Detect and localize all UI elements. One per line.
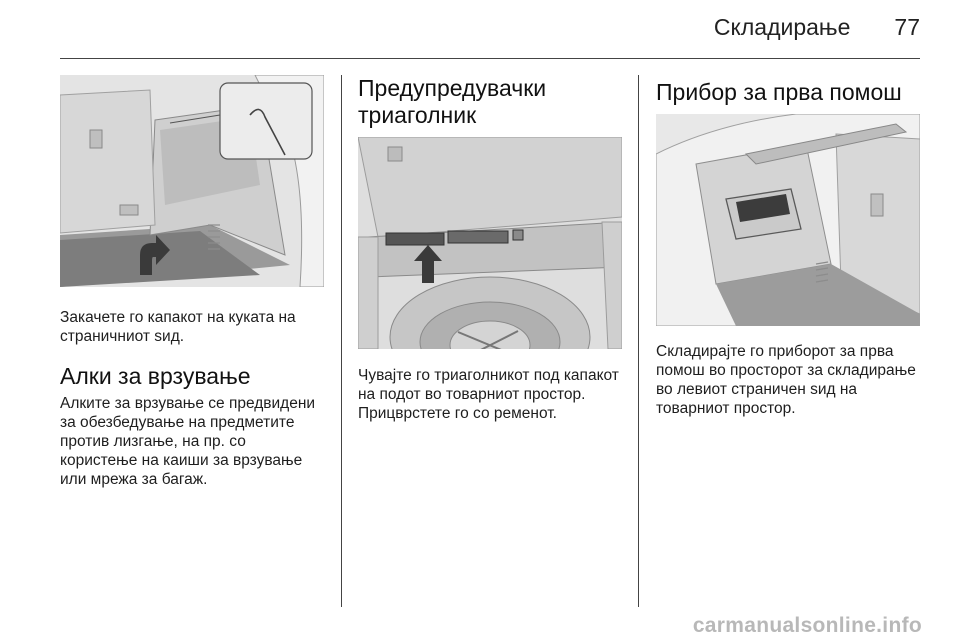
column-3 — [656, 75, 922, 418]
page-number: 77 — [894, 14, 920, 40]
first-aid-kit-compartment-illustration — [656, 114, 920, 326]
section-title-tie-down-rings: Алки за врзување — [60, 363, 251, 389]
column-2 — [358, 75, 624, 423]
figure-warning-triangle — [358, 137, 622, 349]
figure-first-aid-kit — [656, 114, 920, 326]
header-rule — [60, 58, 920, 59]
section-body-tie-down-rings: Алките за врзување се предвидени за обезбедување на предметите против лизгање, на пр. со користење на каиши за врзување или мрежа за багаж. — [60, 395, 316, 488]
section-title-warning-triangle — [358, 75, 624, 129]
column-divider-2 — [638, 75, 639, 607]
section-body-first-aid-kit: Складирајте го приборот за прва помош во просторот за складирање во левиот страничен sид на товарниот простор. — [656, 343, 916, 417]
section-body-warning-triangle: Чувајте го триаголникот под капакот на подот во товарниот простор. Прицврстете го со ременот. — [358, 367, 619, 422]
figure-trunk-side-panel — [60, 75, 324, 287]
watermark: carmanualsonline.info — [692, 614, 922, 637]
column-divider-1 — [341, 75, 342, 607]
section-title-first-aid-kit: Прибор за прва помош — [656, 79, 902, 105]
section-title-line-2: триаголник — [358, 102, 477, 128]
running-header — [714, 14, 920, 41]
warning-triangle-under-floor-illustration — [358, 137, 622, 349]
column-1 — [60, 75, 326, 489]
header-section-title: Складирање — [713, 14, 851, 40]
section-title-line-1: Предупредувачки — [358, 75, 547, 101]
figure-caption: Закачете го капакот на куката на страничниот sид. — [60, 309, 296, 345]
trunk-side-panel-hook-illustration — [60, 75, 324, 287]
